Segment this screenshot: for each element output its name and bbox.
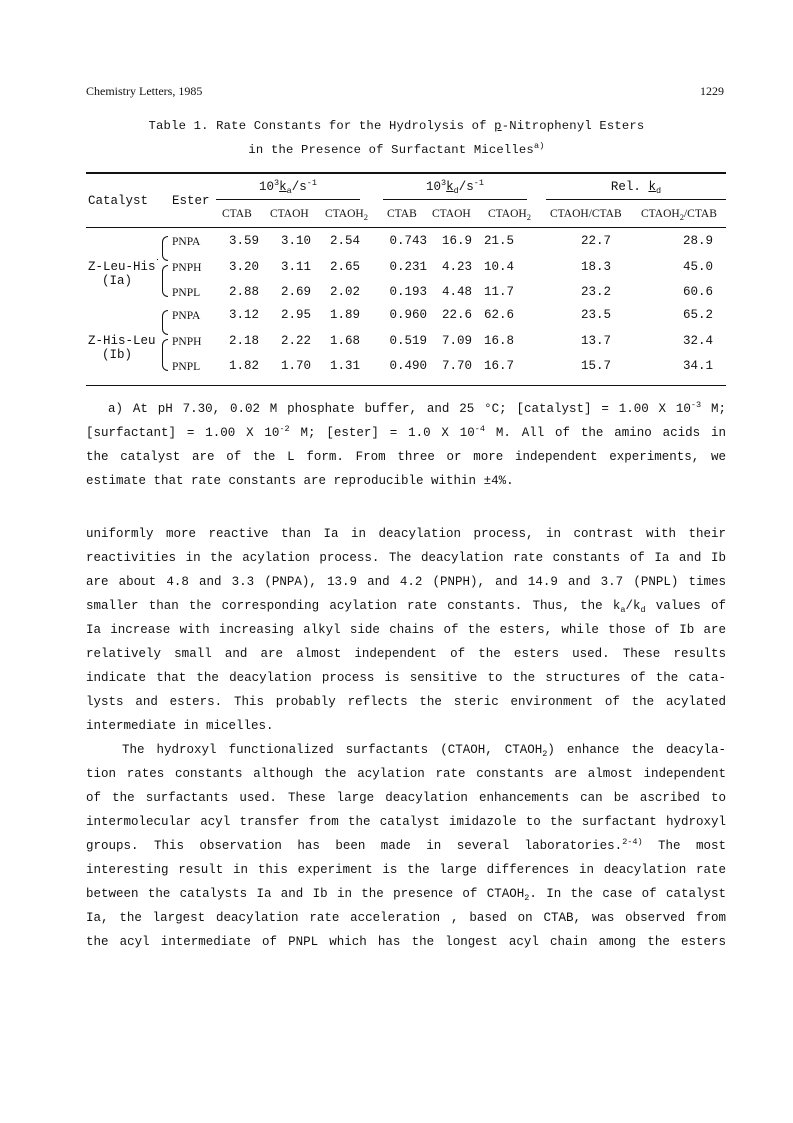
table-cell: 2.22 [280, 334, 311, 348]
table-cell: 2.54 [329, 234, 360, 248]
table-cell: 2.65 [329, 260, 360, 274]
table-cell: 15.7 [580, 359, 611, 373]
table-cell: 3.20 [228, 260, 259, 274]
table-cell: 1.68 [329, 334, 360, 348]
table-cell: 4.23 [441, 260, 472, 274]
text-line: the acyl intermediate of PNPL which has the longest acyl chain among the esters [86, 935, 726, 949]
body-paragraph-2 [86, 738, 726, 954]
table-cell: 28.9 [682, 234, 713, 248]
ester-name: PNPA [172, 236, 201, 248]
ester-name: PNPA [172, 310, 201, 322]
text-line: interesting result in this experiment is the large differences in deacylation rate [86, 863, 726, 877]
table-cell: 3.11 [280, 260, 311, 274]
table-cell: 2.88 [228, 285, 259, 299]
table-cell: 3.59 [228, 234, 259, 248]
text-line: intermediate in micelles. [86, 719, 274, 733]
table-cell: 0.743 [389, 234, 427, 248]
footnote-line: estimate that rate constants are reproducible within ±4%. [86, 474, 514, 488]
catalyst-ia-name: Z-Leu-His [88, 260, 156, 274]
table-cell: 3.12 [228, 308, 259, 322]
group-ka-header: $10^3k_a/s^{-1}$ [259, 178, 317, 196]
ester-name: PNPH [172, 262, 202, 274]
table-cell: 21.5 [483, 234, 514, 248]
table-cell: 60.6 [682, 285, 713, 299]
text-line: groups. This observation has been made in several laboratories.$^{2-4)}$ The most [86, 837, 726, 853]
table-cell: 22.7 [580, 234, 611, 248]
text-line: of the surfactants used. These large deacylation enhancements can be ascribed to [86, 791, 726, 805]
ester-name: PNPL [172, 287, 201, 299]
page-number: 1229 [700, 84, 724, 98]
footnote-marker: a) [533, 141, 545, 151]
table-cell: 0.231 [389, 260, 427, 274]
table-cell: 45.0 [682, 260, 713, 274]
col-ester: Ester [172, 194, 210, 208]
table-cell: 13.7 [580, 334, 611, 348]
ester-name: PNPH [172, 336, 202, 348]
table-cell: 3.10 [280, 234, 311, 248]
table-cell: 4.48 [441, 285, 472, 299]
text-line: lysts and esters. This probably reflects the steric environment of the acylated [86, 695, 726, 709]
ka-group-rule [216, 199, 360, 200]
footnote-line: [surfactant] = 1.00 X $10^{-2}$ M; [ester] = 1.0 X $10^{-4}$ M. All of the amino acids in [86, 424, 726, 440]
table-cell: 0.960 [389, 308, 427, 322]
text-line: reactivities in the acylation process. The deacylation rate constants of Ia and Ib [86, 551, 726, 565]
rel-group-rule [546, 199, 726, 200]
running-header [86, 84, 724, 100]
table-cell: 65.2 [682, 308, 713, 322]
text-line: intermolecular acyl transfer from the catalyst imidazole to the surfactant hydroxyl [86, 815, 726, 829]
catalyst-ia-code: (Ia) [102, 274, 133, 288]
text-line: relatively small and are almost independent of the esters used. These results [86, 647, 726, 661]
sub-ctab-ka: CTAB [222, 208, 252, 220]
table-top-rule [86, 172, 726, 174]
table-bottom-rule [86, 385, 726, 386]
table-cell: 7.09 [441, 334, 472, 348]
table-footnote [86, 397, 726, 493]
table-caption-line2: in the Presence of Surfactant Micelles$^{a)}$ [248, 141, 545, 157]
table-cell: 0.519 [389, 334, 427, 348]
text-line: between the catalysts Ia and Ib in the presence of $CTAOH_2$. In the case of catalyst [86, 887, 726, 903]
table-cell: 0.193 [389, 285, 427, 299]
text-line: tion rates constants although the acylation rate constants are almost independent [86, 767, 726, 781]
text-line: The hydroxyl functionalized surfactants (CTAOH, $CTAOH_2$) enhance the deacyla- [122, 743, 726, 759]
sub-ctab-kd: CTAB [387, 208, 417, 220]
sub-ctaoh2-kd: $CTAOH_2$ [488, 208, 531, 222]
ester-name: PNPL [172, 361, 201, 373]
table-cell: 11.7 [483, 285, 514, 299]
table-cell: 34.1 [682, 359, 713, 373]
table-header-rule [86, 227, 726, 228]
text-line: uniformly more reactive than Ia in deacylation process, in contrast with their [86, 527, 726, 541]
sub-rel-ctaoh: CTAOH/CTAB [550, 208, 622, 220]
table-cell: 23.5 [580, 308, 611, 322]
table-cell: 2.02 [329, 285, 360, 299]
footnote-line: a) At pH 7.30, 0.02 M phosphate buffer, and 25 °C; [catalyst] = 1.00 X $10^{-3}$ M; [108, 400, 726, 416]
group-rel-header: Rel. $k_d$ [610, 180, 662, 196]
text-line: are about 4.8 and 3.3 (PNPA), 13.9 and 4.2 (PNPH), and 14.9 and 3.7 (PNPL) times [86, 575, 726, 589]
brace-ia-tip [157, 259, 158, 260]
footnote-line: the catalyst are of the L form. From three or more independent experiments, we [86, 450, 726, 464]
table-cell: 7.70 [441, 359, 472, 373]
table-cell: 1.89 [329, 308, 360, 322]
table-caption: Table 1. Rate Constants for the Hydrolysis of p-Nitrophenyl Esters [148, 119, 645, 133]
brace-ib-bottom [162, 339, 168, 371]
text-line: Ia, the largest deacylation rate acceleration , based on CTAB, was observed from [86, 911, 726, 925]
sub-ctaoh2-ka: $CTAOH_2$ [325, 208, 368, 222]
table-cell: 16.7 [483, 359, 514, 373]
table-cell: 1.70 [280, 359, 311, 373]
table-cell: 1.31 [329, 359, 360, 373]
text-line: indicate that the deacylation process is sensitive to the structures of the cata- [86, 671, 726, 685]
table-cell: 1.82 [228, 359, 259, 373]
brace-ia-top [162, 236, 168, 261]
table-cell: 23.2 [580, 285, 611, 299]
text-line: smaller than the corresponding acylation rate constants. Thus, the $k_a/k_d$ values of [86, 599, 726, 615]
table-cell: 62.6 [483, 308, 514, 322]
table-cell: 2.69 [280, 285, 311, 299]
brace-ia-bottom [162, 265, 168, 297]
sub-ctaoh-kd: CTAOH [432, 208, 471, 220]
sub-ctaoh-ka: CTAOH [270, 208, 309, 220]
table-cell: 18.3 [580, 260, 611, 274]
table-cell: 16.8 [483, 334, 514, 348]
col-catalyst: Catalyst [88, 194, 149, 208]
journal-name: Chemistry Letters, 1985 [86, 84, 203, 98]
text-line: Ia increase with increasing alkyl side chains of the esters, while those of Ib are [86, 623, 726, 637]
sub-rel-ctaoh2: $CTAOH_2$/CTAB [641, 208, 717, 222]
table-cell: 2.18 [228, 334, 259, 348]
catalyst-ib-name: Z-His-Leu [88, 334, 156, 348]
brace-ib-top [162, 310, 168, 335]
table-cell: 0.490 [389, 359, 427, 373]
catalyst-ib-code: (Ib) [102, 348, 133, 362]
table-cell: 22.6 [441, 308, 472, 322]
table-cell: 32.4 [682, 334, 713, 348]
kd-group-rule [383, 199, 527, 200]
table-cell: 2.95 [280, 308, 311, 322]
table-cell: 10.4 [483, 260, 514, 274]
group-kd-header: $10^3k_d/s^{-1}$ [426, 178, 484, 196]
body-paragraph-1 [86, 522, 726, 738]
table-cell: 16.9 [441, 234, 472, 248]
